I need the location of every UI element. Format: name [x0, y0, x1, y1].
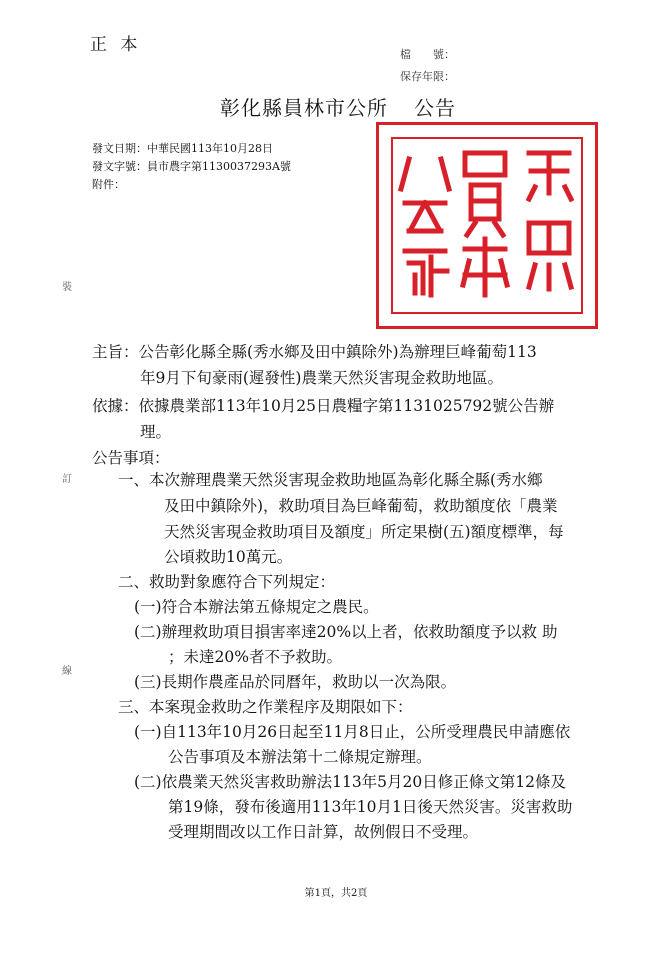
document-title [220, 92, 456, 121]
notice-sub-item: (二)辦理救助項目損害率達20%以上者，依救助額度予以救 助 [134, 623, 558, 641]
page-number: 第1頁，共2頁 [304, 888, 368, 899]
retention-period-label: 保存年限： [400, 70, 455, 83]
notice-sub-item: 受理期間改以工作日計算，故例假日不受理。 [168, 823, 479, 841]
copy-label: 正 本 [90, 35, 142, 55]
notice-sub-item: 公告事項及本辦法第十二條規定辦理。 [168, 748, 432, 766]
notice-heading: 公告事項： [92, 449, 170, 467]
seal-glyphs [379, 125, 595, 326]
binding-mark-zhuang: 裝 [62, 282, 72, 293]
organization-name: 彰化縣員林市公所 [220, 96, 388, 120]
attachment-label: 附件： [92, 178, 125, 191]
official-seal [376, 122, 598, 329]
notice-sub-item: 第19條，發布後適用113年10月1日後天然災害。災害救助 [168, 798, 573, 816]
document-number: 發文字號：員市農字第1130037293A號 [92, 160, 291, 173]
notice-item-line: 天然災害現金救助項目及額度」所定果樹(五)額度標準，每 [164, 523, 564, 541]
archive-number-label: 檔 號： [400, 48, 455, 61]
binding-mark-xian: 線 [62, 666, 72, 677]
issue-date: 發文日期：中華民國113年10月28日 [92, 142, 273, 155]
document-type: 公告 [414, 96, 456, 120]
subject-line: 年9月下旬豪雨(遲發性)農業天然災害現金救助地區。 [140, 369, 503, 387]
notice-sub-item: (一)自113年10月26日起至11月8日止，公所受理農民申請應依 [134, 723, 571, 741]
subject-line: 主旨：公告彰化縣全縣(秀水鄉及田中鎮除外)為辦理巨峰葡萄113 [92, 343, 537, 361]
basis-line: 理。 [140, 423, 172, 441]
notice-item-line: 三、本案現金救助之作業程序及期限如下： [118, 698, 413, 716]
notice-sub-item: (三)長期作農產品於同曆年，救助以一次為限。 [134, 673, 457, 691]
notice-item-line: 一、本次辦理農業天然災害現金救助地區為彰化縣全縣(秀水鄉 [118, 471, 543, 489]
notice-sub-item: ；未達20%者不予救助。 [168, 648, 342, 666]
notice-sub-item: (二)依農業天然災害救助辦法113年5月20日修正條文第12條及 [134, 773, 566, 791]
binding-mark-ding: 訂 [62, 474, 72, 485]
notice-item-line: 二、救助對象應符合下列規定： [118, 573, 336, 591]
notice-item-line: 及田中鎮除外)，救助項目為巨峰葡萄，救助額度依「農業 [164, 497, 558, 515]
notice-sub-item: (一)符合本辦法第五條規定之農民。 [134, 598, 379, 616]
notice-item-line: 公頃救助10萬元。 [164, 548, 293, 566]
basis-line: 依據：依據農業部113年10月25日農糧字第1131025792號公告辦 [92, 397, 555, 415]
